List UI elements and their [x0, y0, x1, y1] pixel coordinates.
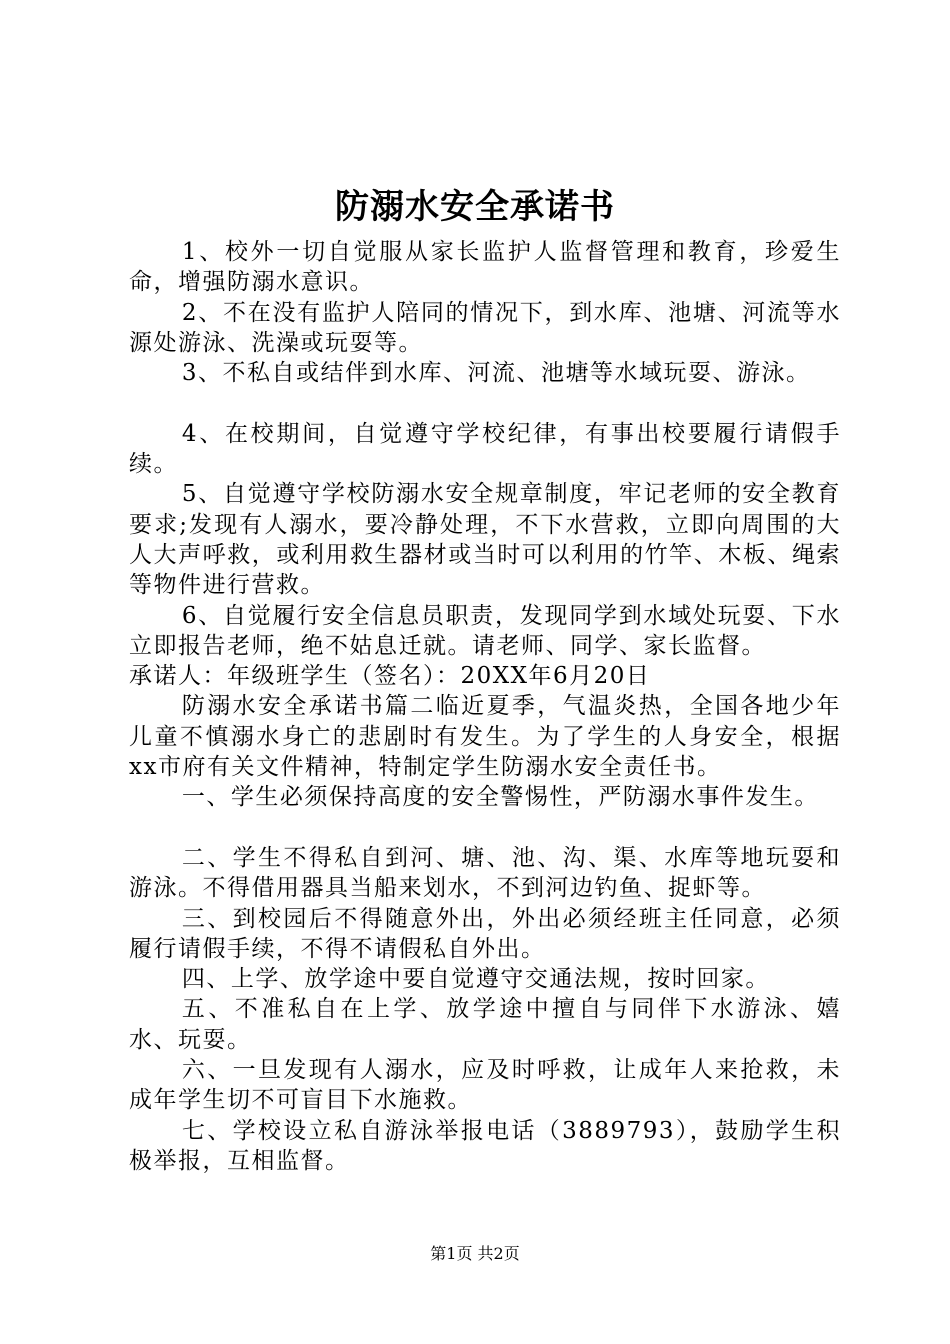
paragraph-item-6: 6、自觉履行安全信息员职责，发现同学到水域处玩耍、下水立即报告老师，绝不姑息迁就。请老师、同学、家长监督。 — [129, 602, 841, 659]
paragraph-rule-1: 一、学生必须保持高度的安全警惕性，严防溺水事件发生。 — [181, 784, 819, 811]
paragraph-item-3: 3、不私自或结伴到水库、河流、池塘等水域玩耍、游泳。 — [181, 360, 811, 387]
paragraph-rule-6: 六、一旦发现有人溺水，应及时呼救，让成年人来抢救，未成年学生切不可盲目下水施救。 — [129, 1057, 841, 1114]
paragraph-item-2: 2、不在没有监护人陪同的情况下，到水库、池塘、河流等水源处游泳、洗澡或玩耍等。 — [129, 299, 841, 356]
paragraph-rule-7: 七、学校设立私自游泳举报电话（3889793），鼓励学生积极举报，互相监督。 — [129, 1117, 841, 1174]
document-title: 防溺水安全承诺书 — [335, 187, 615, 227]
paragraph-item-4: 4、在校期间，自觉遵守学校纪律，有事出校要履行请假手续。 — [129, 420, 841, 478]
paragraph-rule-4: 四、上学、放学途中要自觉遵守交通法规，按时回家。 — [181, 966, 770, 993]
document-body — [129, 237, 841, 1176]
page-number-footer: 第1页 共2页 — [430, 1244, 520, 1263]
paragraph-spacer — [129, 813, 841, 843]
paragraph-spacer — [129, 388, 841, 418]
paragraph-rule-2: 二、学生不得私自到河、塘、池、沟、渠、水库等地玩耍和游泳。不得借用器具当船来划水，不到河边钓鱼、捉虾等。 — [129, 844, 841, 902]
signature-line: 承诺人：年级班学生（签名）：20XX年6月20日 — [129, 663, 651, 690]
paragraph-rule-5: 五、不准私自在上学、放学途中擅自与同伴下水游泳、嬉水、玩耍。 — [129, 996, 841, 1053]
paragraph-intro-part-two: 防溺水安全承诺书篇二临近夏季，气温炎热，全国各地少年儿童不慎溺水身亡的悲剧时有发生。为了学生的人身安全，根据xx市府有关文件精神，特制定学生防溺水安全责任书。 — [129, 693, 841, 781]
paragraph-item-1: 1、校外一切自觉服从家长监护人监督管理和教育，珍爱生命，增强防溺水意识。 — [129, 239, 841, 296]
paragraph-item-5: 5、自觉遵守学校防溺水安全规章制度，牢记老师的安全教育要求;发现有人溺水，要冷静处理，不下水营救，立即向周围的大人大声呼救，或利用救生器材或当时可以利用的竹竿、木板、绳索等物件进行营救。 — [129, 481, 841, 599]
paragraph-rule-3: 三、到校园后不得随意外出，外出必须经班主任同意，必须履行请假手续，不得不请假私自外出。 — [129, 905, 841, 962]
